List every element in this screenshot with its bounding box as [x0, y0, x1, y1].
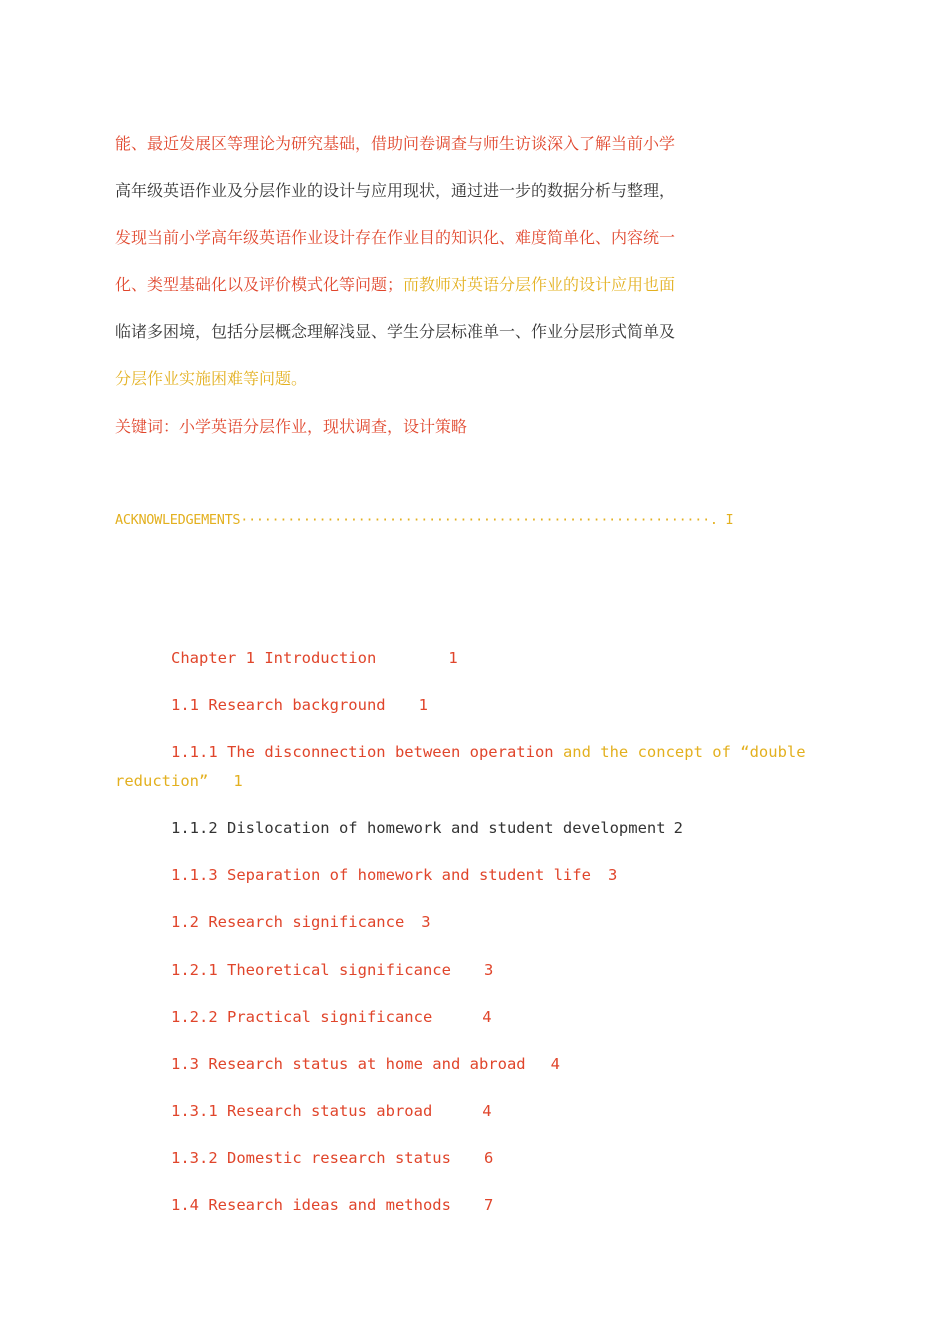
abstract-line-4-part-b: 而教师对英语分层作业的设计应用也面	[403, 275, 676, 294]
toc-entry-title: 1.2 Research significance	[171, 913, 405, 931]
abstract-line-4	[115, 275, 675, 295]
toc-entry-page: 3	[483, 961, 494, 979]
toc-entry-title-b: and the concept of “double	[553, 743, 806, 761]
toc-entry-title: 1.2.1 Theoretical significance	[171, 961, 451, 979]
toc-entry-title: 1.1.3 Separation of homework and student life	[171, 866, 591, 884]
toc-entry	[171, 1195, 493, 1215]
toc-entry-continued	[115, 771, 243, 791]
keywords: 关键词：小学英语分层作业，现状调查，设计策略	[115, 417, 468, 436]
toc-entry-title: 1.1 Research background	[171, 696, 386, 714]
toc-entry-page: 2	[673, 819, 683, 837]
toc-entry	[171, 960, 493, 980]
toc-entry-page: 4	[482, 1102, 492, 1120]
abstract-line-6: 分层作业实施困难等问题。	[115, 369, 308, 388]
toc-entry	[171, 695, 428, 715]
toc-entry	[171, 648, 458, 668]
toc-entry	[171, 818, 683, 838]
toc-entry	[171, 1101, 492, 1121]
toc-entry	[171, 865, 617, 885]
toc-entry	[171, 912, 431, 932]
toc-entry-page: 1	[448, 649, 458, 667]
toc-entry	[171, 1054, 560, 1074]
toc-entry-title: 1.3.1 Research status abroad	[171, 1102, 433, 1120]
toc-entry-page: 4	[550, 1055, 560, 1073]
toc-entry-page: 7	[483, 1196, 494, 1214]
toc-entry-page: 4	[482, 1008, 492, 1026]
toc-entry-title-a: 1.1.1 The disconnection between operation	[171, 743, 554, 761]
toc-entry-title-c: reduction”	[115, 772, 209, 790]
toc-entry	[171, 1148, 493, 1168]
abstract-line-3: 发现当前小学高年级英语作业设计存在作业目的知识化、难度简单化、内容统一	[115, 228, 676, 247]
toc-entry-page: 6	[483, 1149, 494, 1167]
abstract-line-2: 高年级英语作业及分层作业的设计与应用现状，通过进一步的数据分析与整理，	[115, 181, 676, 200]
toc-entry-title: 1.2.2 Practical significance	[171, 1008, 433, 1026]
toc-entry-page: 1	[418, 696, 428, 714]
toc-entry-title: 1.3 Research status at home and abroad	[171, 1055, 526, 1073]
toc-entry-title: 1.1.2 Dislocation of homework and student development	[171, 819, 666, 837]
toc-entry-page: 1	[233, 772, 243, 790]
toc-entry-page: 3	[607, 866, 618, 884]
toc-entry-title: Chapter 1 Introduction	[171, 649, 377, 667]
toc-entry-title: 1.4 Research ideas and methods	[171, 1196, 451, 1214]
toc-entry	[171, 742, 806, 762]
abstract-line-1: 能、最近发展区等理论为研究基础，借助问卷调查与师生访谈深入了解当前小学	[115, 134, 676, 153]
toc-entry	[171, 1007, 492, 1027]
abstract-line-4-part-a: 化、类型基础化以及评价模式化等问题；	[115, 275, 404, 294]
toc-entry-page: 3	[421, 913, 431, 931]
abstract-line-5: 临诸多困境，包括分层概念理解浅显、学生分层标准单一、作业分层形式简单及	[115, 322, 676, 341]
toc-acknowledgements: ACKNOWLEDGEMENTS····························································. I	[115, 512, 734, 528]
toc-entry-title: 1.3.2 Domestic research status	[171, 1149, 451, 1167]
